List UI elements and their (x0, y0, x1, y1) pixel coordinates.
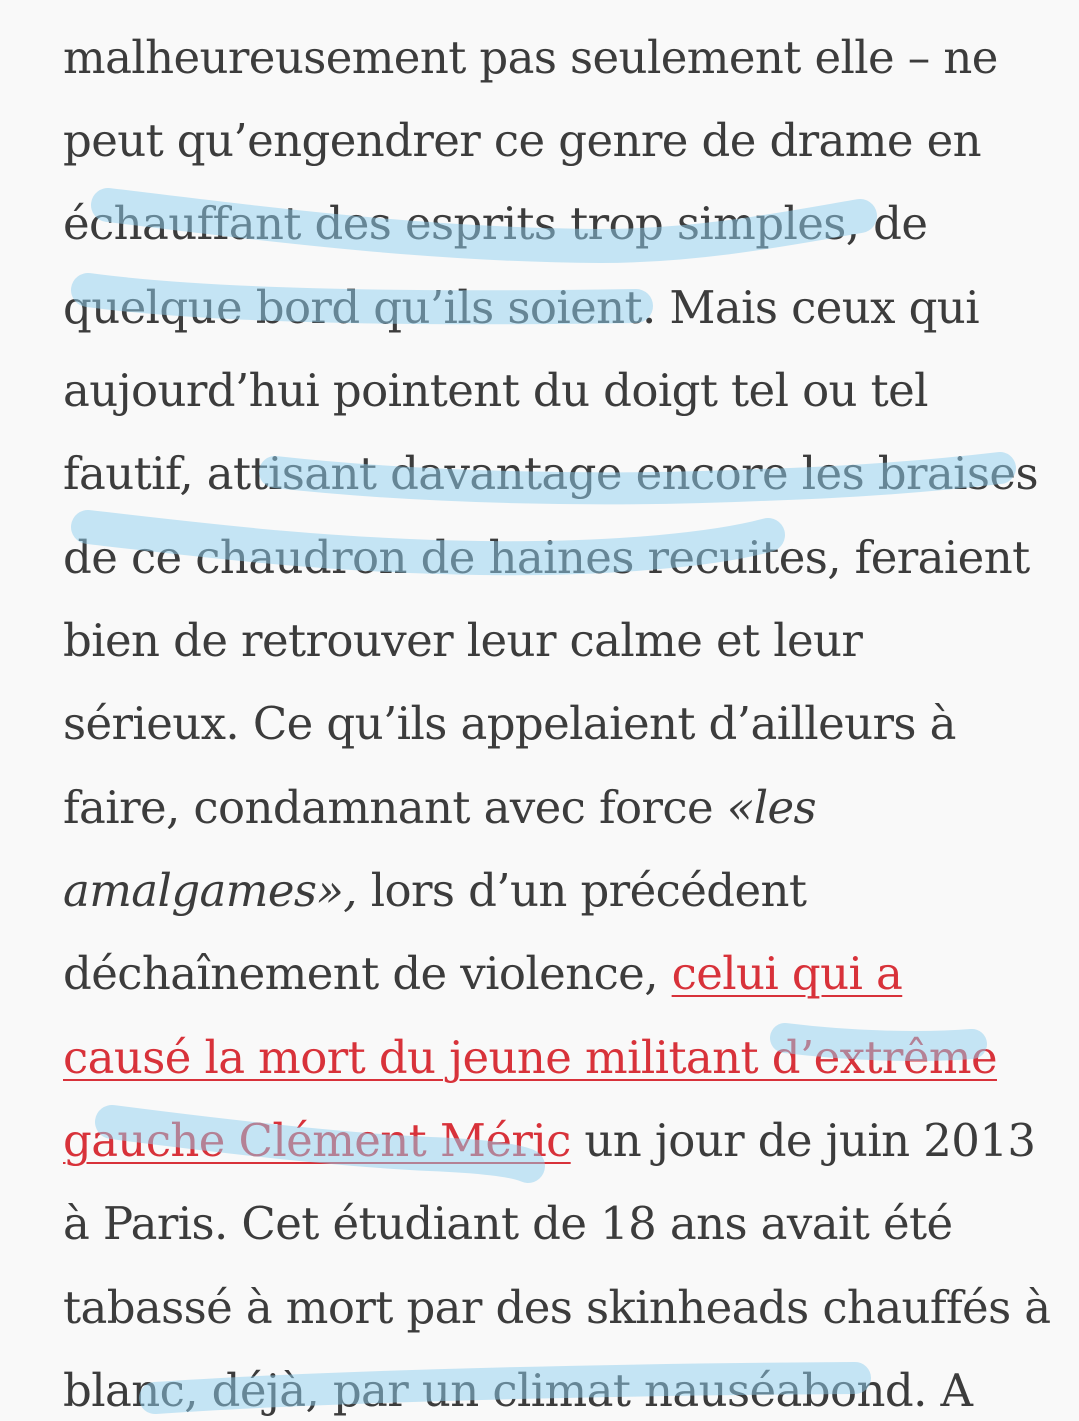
quoted-term: «les (726, 781, 817, 834)
line-text: quelque bord qu’ils soient. Mais ceux qui (63, 281, 979, 334)
text-line (63, 1278, 1051, 1338)
line-text: à Paris. Cet étudiant de 18 ans avait été (63, 1197, 953, 1250)
line-text: aujourd’hui pointent du doigt tel ou tel (63, 364, 928, 417)
text-line (63, 611, 862, 671)
text-line (63, 1111, 1035, 1171)
text-line (63, 278, 979, 338)
line-text: un jour de juin 2013 (570, 1114, 1036, 1167)
line-text: faire, condamnant avec force (63, 781, 727, 834)
text-line (63, 944, 902, 1004)
line-text: bien de retrouver leur calme et leur (63, 614, 863, 667)
quoted-term: amalgames», (63, 864, 357, 917)
line-text: échauffant des esprits trop simples, de (63, 197, 928, 250)
text-line (63, 28, 998, 88)
text-line (63, 1361, 972, 1421)
line-text: blanc, déjà, par un climat nauséabond. A (63, 1364, 973, 1417)
line-text: fautif, attisant davantage encore les braises (63, 447, 1038, 500)
line-text: peut qu’engendrer ce genre de drame en (63, 114, 982, 167)
article-link[interactable]: gauche Clément Méric (63, 1114, 571, 1167)
text-line (63, 111, 981, 171)
text-line (63, 694, 956, 754)
article-link[interactable]: celui qui a (671, 947, 903, 1000)
text-line (63, 194, 927, 254)
text-line (63, 361, 928, 421)
text-line (63, 1194, 953, 1254)
line-text: malheureusement pas seulement elle – ne (63, 31, 998, 84)
line-text: lors d’un précédent (357, 864, 807, 917)
text-line (63, 444, 1038, 504)
line-text: sérieux. Ce qu’ils appelaient d’ailleurs à (63, 697, 956, 750)
text-line (63, 778, 816, 838)
text-line (63, 861, 806, 921)
line-text: déchaînement de violence, (63, 947, 672, 1000)
text-line (63, 528, 1030, 588)
line-text: tabassé à mort par des skinheads chauffés à (63, 1281, 1051, 1334)
line-text: de ce chaudron de haines recuites, feraient (63, 531, 1030, 584)
text-line (63, 1028, 997, 1088)
article-link[interactable]: causé la mort du jeune militant d’extrême (63, 1031, 997, 1084)
